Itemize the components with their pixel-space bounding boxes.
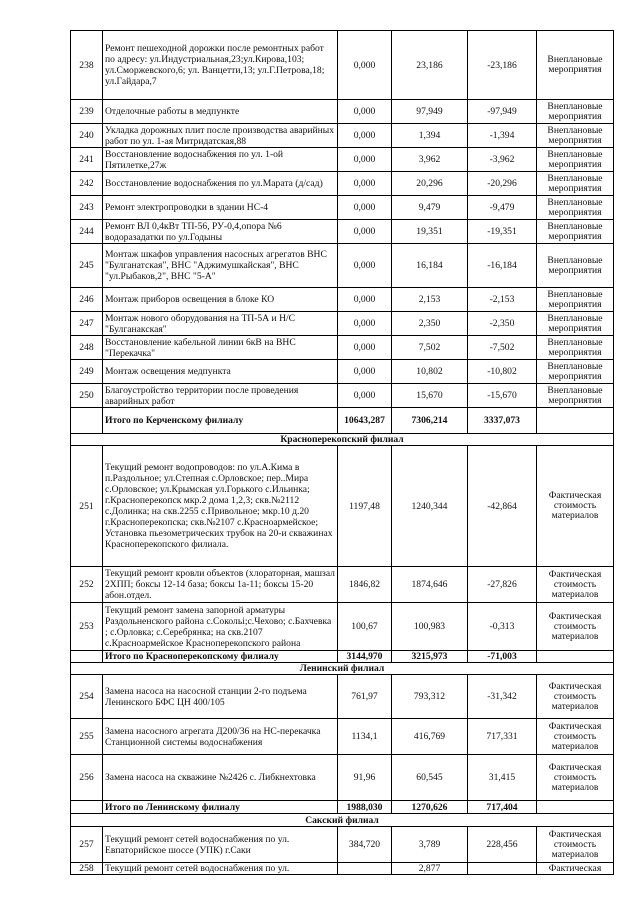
work-description: Замена насоса на насосной станции 2-го подъема Ленинского БФС ЦН 400/105 [103, 675, 338, 719]
remark [537, 408, 614, 434]
planned-amount: 0,000 [338, 124, 392, 148]
section-title: Ленинский филиал [71, 663, 614, 675]
actual-amount: 1,394 [392, 124, 468, 148]
table-row [71, 360, 614, 384]
work-description: Ремонт пешеходной дорожки после ремонтных работ по адресу: ул.Индустриальная,23;ул.Кирова,103; ул.Сморжевского,6; ул. Ванцетти,13; ул.Г.Петрова,18; ул.Гайдара,7 [103, 31, 338, 100]
actual-amount: 19,351 [392, 220, 468, 244]
section-header-row [71, 814, 614, 827]
actual-amount: 7,502 [392, 336, 468, 360]
deviation-amount: -7,502 [468, 336, 537, 360]
remark [537, 801, 614, 814]
actual-amount: 3215,973 [392, 651, 468, 663]
row-number: 257 [71, 827, 103, 863]
row-number: 242 [71, 172, 103, 196]
work-description: Монтаж нового оборудования на ТП-5А и Н/С "Булганакская" [103, 312, 338, 336]
table-row [71, 336, 614, 360]
work-description: Итого по Красноперекопскому филиалу [103, 651, 338, 663]
deviation-amount: -2,153 [468, 288, 537, 312]
actual-amount: 9,479 [392, 196, 468, 220]
planned-amount: 0,000 [338, 336, 392, 360]
actual-amount: 2,350 [392, 312, 468, 336]
table-row [71, 31, 614, 100]
work-description: Укладка дорожных плит после производства аварийных работ по ул. 1-ая Митридатская,88 [103, 124, 338, 148]
table-row [71, 603, 614, 651]
deviation-amount: -42,864 [468, 446, 537, 567]
work-description: Текущий ремонт водопроводов: по ул.А.Кима в п.Раздольное; ул.Степная с.Орловское; пер..Мира с.Орловское; ул.Крымская ул.Горького с.Ильинка; г.Красноперекопск мкр.2 дома 1,2,3; скв.№2112 с.Долинка; на скв.2255 с.Привольное; мкр.10 д.20 г.Красноперекопска; скв.№2107 с.Красноармейское; Установка пьезометрических трубок на 20-и скважинах Красноперекопского филиала. [103, 446, 338, 567]
deviation-amount: -2,350 [468, 312, 537, 336]
deviation-amount: 3337,073 [468, 408, 537, 434]
remark: Внеплановые мероприятия [537, 148, 614, 172]
actual-amount: 3,789 [392, 827, 468, 863]
table-row [71, 446, 614, 567]
planned-amount: 384,720 [338, 827, 392, 863]
planned-amount: 0,000 [338, 148, 392, 172]
work-description: Восстановление кабельной линии 6кВ на ВНС "Перекачка" [103, 336, 338, 360]
remark: Внеплановые мероприятия [537, 220, 614, 244]
table-row [71, 244, 614, 288]
actual-amount: 416,769 [392, 719, 468, 755]
row-number: 256 [71, 755, 103, 801]
remark: Фактическая [537, 863, 614, 875]
deviation-amount: -10,802 [468, 360, 537, 384]
planned-amount: 761,97 [338, 675, 392, 719]
planned-amount: 0,000 [338, 196, 392, 220]
remark: Фактическая стоимость материалов [537, 755, 614, 801]
row-number [71, 651, 103, 663]
table-row [71, 196, 614, 220]
row-number: 258 [71, 863, 103, 875]
work-description: Итого по Керченскому филиалу [103, 408, 338, 434]
remark: Внеплановые мероприятия [537, 336, 614, 360]
table-row [71, 384, 614, 408]
work-description: Итого по Ленинскому филиалу [103, 801, 338, 814]
actual-amount: 1270,626 [392, 801, 468, 814]
remark: Внеплановые мероприятия [537, 124, 614, 148]
actual-amount: 100,983 [392, 603, 468, 651]
actual-amount: 1874,646 [392, 567, 468, 603]
total-row [71, 651, 614, 663]
row-number: 255 [71, 719, 103, 755]
row-number: 239 [71, 100, 103, 124]
work-description: Восстановление водоснабжения по ул. 1-ой Пятилетке,27ж [103, 148, 338, 172]
deviation-amount: 717,404 [468, 801, 537, 814]
actual-amount: 23,186 [392, 31, 468, 100]
deviation-amount: -3,962 [468, 148, 537, 172]
remark: Внеплановые мероприятия [537, 196, 614, 220]
planned-amount: 0,000 [338, 312, 392, 336]
row-number: 249 [71, 360, 103, 384]
work-description: Монтаж освещения медпункта [103, 360, 338, 384]
row-number: 240 [71, 124, 103, 148]
planned-amount: 0,000 [338, 384, 392, 408]
table-row [71, 567, 614, 603]
planned-amount: 0,000 [338, 288, 392, 312]
section-title: Сакский филиал [71, 814, 614, 827]
work-description: Замена насоса на скважине №2426 с. Либкнехтовка [103, 755, 338, 801]
deviation-amount: -71,003 [468, 651, 537, 663]
table-row [71, 675, 614, 719]
planned-amount: 0,000 [338, 100, 392, 124]
actual-amount: 7306,214 [392, 408, 468, 434]
remark: Фактическая стоимость материалов [537, 446, 614, 567]
report-table-body [71, 31, 614, 875]
remark [537, 651, 614, 663]
section-header-row [71, 663, 614, 675]
planned-amount: 0,000 [338, 244, 392, 288]
actual-amount: 16,184 [392, 244, 468, 288]
actual-amount: 2,153 [392, 288, 468, 312]
deviation-amount: -16,184 [468, 244, 537, 288]
table-row [71, 100, 614, 124]
actual-amount: 1240,344 [392, 446, 468, 567]
planned-amount: 0,000 [338, 172, 392, 196]
deviation-amount: -20,296 [468, 172, 537, 196]
deviation-amount: -31,342 [468, 675, 537, 719]
row-number: 250 [71, 384, 103, 408]
planned-amount: 1988,030 [338, 801, 392, 814]
actual-amount: 2,877 [392, 863, 468, 875]
table-row [71, 172, 614, 196]
work-description: Восстановление водоснабжения по ул.Марата (д/сад) [103, 172, 338, 196]
remark: Внеплановые мероприятия [537, 31, 614, 100]
row-number: 243 [71, 196, 103, 220]
actual-amount: 15,670 [392, 384, 468, 408]
actual-amount: 10,802 [392, 360, 468, 384]
row-number [71, 408, 103, 434]
section-title: Красноперекопский филиал [71, 434, 614, 446]
remark: Фактическая стоимость материалов [537, 827, 614, 863]
actual-amount: 60,545 [392, 755, 468, 801]
planned-amount: 0,000 [338, 360, 392, 384]
deviation-amount: -97,949 [468, 100, 537, 124]
row-number: 254 [71, 675, 103, 719]
work-description: Текущий ремонт кровли объектов (хлораторная, машзал 2ХПП; боксы 12-14 база; боксы 1а-11; боксы 15-20 абон.отдел. [103, 567, 338, 603]
deviation-amount: -0,313 [468, 603, 537, 651]
actual-amount: 20,296 [392, 172, 468, 196]
work-description: Монтаж шкафов управления насосных агрегатов ВНС "Булганатская", ВНС "Аджимушкайская", ВНС "ул.Рыбаков,2", ВНС "5-А" [103, 244, 338, 288]
total-row [71, 801, 614, 814]
table-row [71, 863, 614, 875]
planned-amount: 0,000 [338, 31, 392, 100]
table-row [71, 827, 614, 863]
planned-amount: 100,67 [338, 603, 392, 651]
planned-amount [338, 863, 392, 875]
row-number: 241 [71, 148, 103, 172]
remark: Фактическая стоимость материалов [537, 675, 614, 719]
work-description: Текущий ремонт замена запорной арматуры Раздольненского района с.Сокольі;с.Чехово; с.Бахчевка ; с.Орловка; с.Серебрянка; на скв.2107 с.Красноармейское Красноперекопского района [103, 603, 338, 651]
work-description: Отделочные работы в медпункте [103, 100, 338, 124]
remark: Внеплановые мероприятия [537, 312, 614, 336]
row-number: 238 [71, 31, 103, 100]
deviation-amount: -27,826 [468, 567, 537, 603]
remark: Внеплановые мероприятия [537, 384, 614, 408]
row-number: 248 [71, 336, 103, 360]
work-description: Текущий ремонт сетей водоснабжения по ул. [103, 863, 338, 875]
row-number [71, 801, 103, 814]
row-number: 245 [71, 244, 103, 288]
planned-amount: 91,96 [338, 755, 392, 801]
actual-amount: 97,949 [392, 100, 468, 124]
deviation-amount: 717,331 [468, 719, 537, 755]
actual-amount: 3,962 [392, 148, 468, 172]
row-number: 251 [71, 446, 103, 567]
remark: Внеплановые мероприятия [537, 288, 614, 312]
work-description: Монтаж приборов освещения в блоке КО [103, 288, 338, 312]
work-description: Текущий ремонт сетей водоснабжения по ул. Евпаторийское шоссе (УПК) г.Саки [103, 827, 338, 863]
row-number: 253 [71, 603, 103, 651]
deviation-amount: -1,394 [468, 124, 537, 148]
remark: Фактическая стоимость материалов [537, 719, 614, 755]
table-row [71, 719, 614, 755]
deviation-amount: 228,456 [468, 827, 537, 863]
remark: Фактическая стоимость материалов [537, 567, 614, 603]
deviation-amount: 31,415 [468, 755, 537, 801]
table-row [71, 148, 614, 172]
work-description: Замена насосного агрегата Д200/36 на НС-перекачка Станционной системы водоснабжения [103, 719, 338, 755]
row-number: 252 [71, 567, 103, 603]
table-row [71, 312, 614, 336]
table-row [71, 124, 614, 148]
work-description: Благоустройство территории после проведения аварийных работ [103, 384, 338, 408]
work-description: Ремонт ВЛ 0,4кВт ТП-56, РУ-0,4,опора №6 водоразадатки по ул.Годыны [103, 220, 338, 244]
report-table [70, 30, 614, 875]
actual-amount: 793,312 [392, 675, 468, 719]
remark: Внеплановые мероприятия [537, 172, 614, 196]
table-row [71, 220, 614, 244]
planned-amount: 1846,82 [338, 567, 392, 603]
planned-amount: 3144,970 [338, 651, 392, 663]
remark: Внеплановые мероприятия [537, 244, 614, 288]
planned-amount: 10643,287 [338, 408, 392, 434]
deviation-amount [468, 863, 537, 875]
deviation-amount: -9,479 [468, 196, 537, 220]
deviation-amount: -19,351 [468, 220, 537, 244]
table-row [71, 755, 614, 801]
work-description: Ремонт электропроводки в здании НС-4 [103, 196, 338, 220]
planned-amount: 1134,1 [338, 719, 392, 755]
deviation-amount: -15,670 [468, 384, 537, 408]
planned-amount: 0,000 [338, 220, 392, 244]
remark: Внеплановые мероприятия [537, 100, 614, 124]
deviation-amount: -23,186 [468, 31, 537, 100]
row-number: 244 [71, 220, 103, 244]
table-row [71, 288, 614, 312]
planned-amount: 1197,48 [338, 446, 392, 567]
remark: Внеплановые мероприятия [537, 360, 614, 384]
row-number: 247 [71, 312, 103, 336]
section-header-row [71, 434, 614, 446]
row-number: 246 [71, 288, 103, 312]
total-row [71, 408, 614, 434]
remark: Фактическая стоимость материалов [537, 603, 614, 651]
